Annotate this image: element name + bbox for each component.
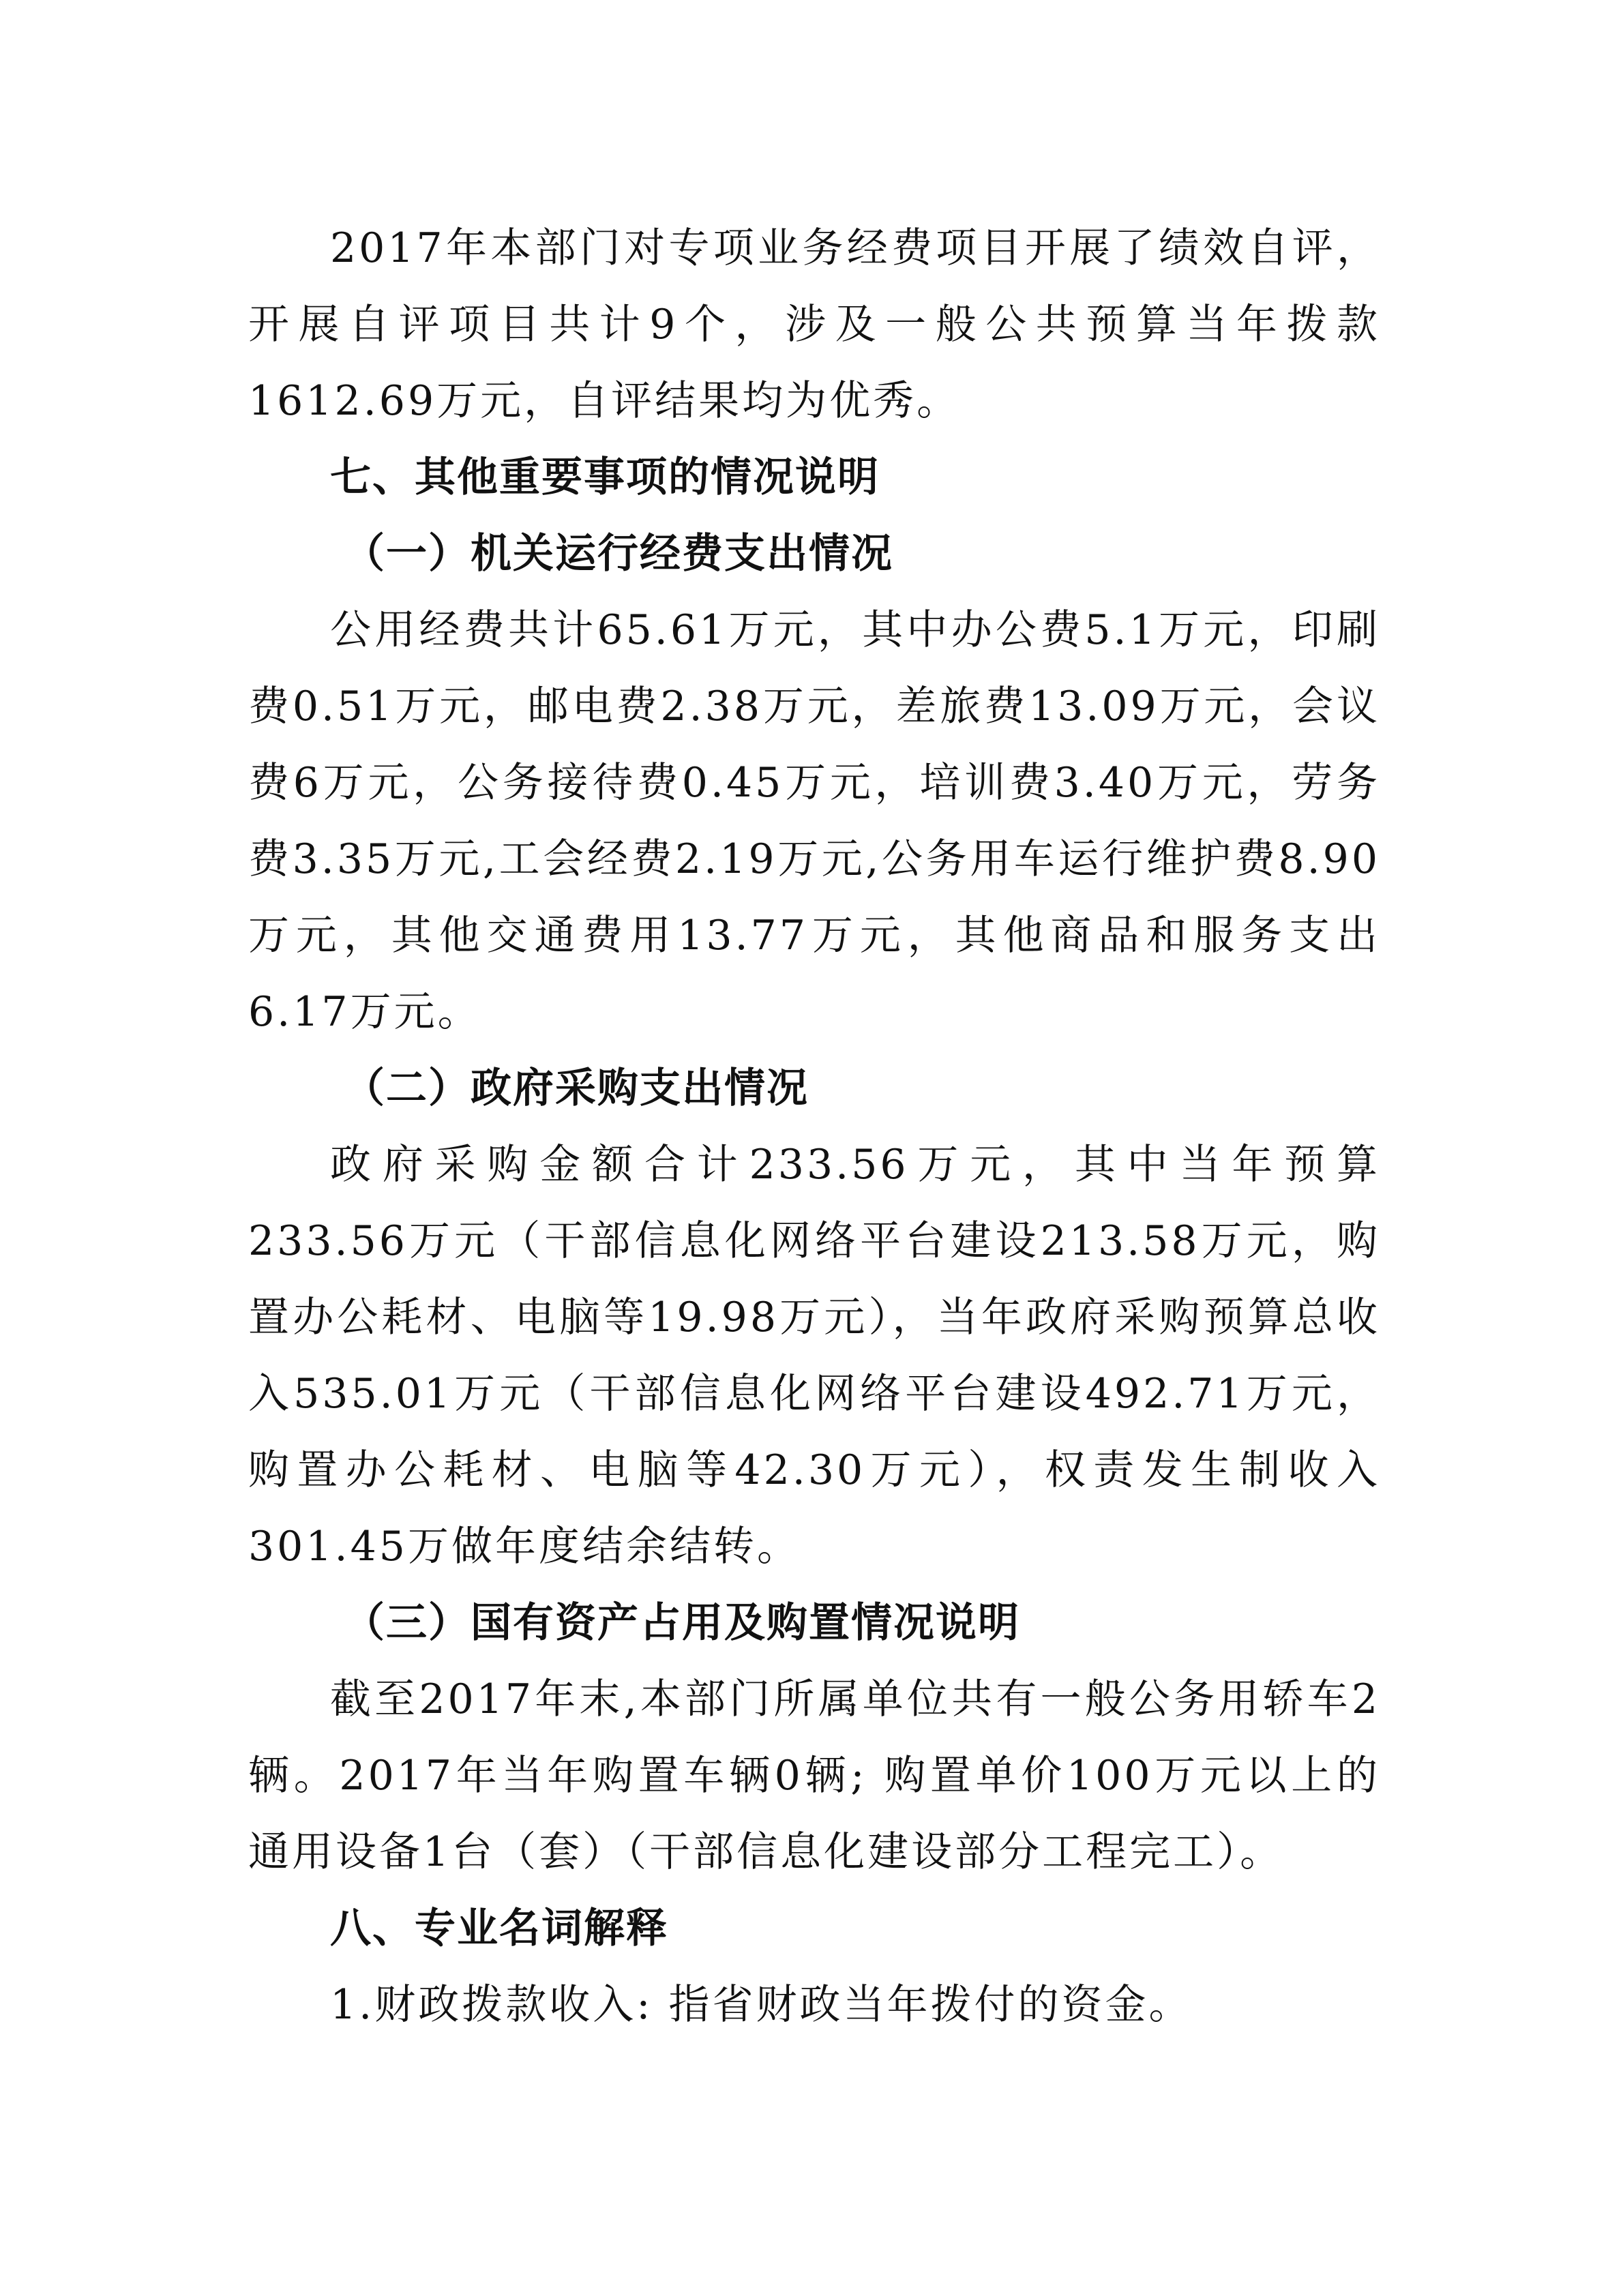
subsection-heading-2: （二）政府采购支出情况	[344, 1064, 809, 1112]
subsection-heading-3: （三）国有资产占用及购置情况说明	[344, 1599, 1020, 1647]
subsection-heading-1: （一）机关运行经费支出情况	[344, 530, 893, 578]
document-body	[248, 210, 1380, 2043]
paragraph-term-definition-1: 1.财政拨款收入: 指省财政当年拨付的资金。	[330, 1981, 1193, 2029]
paragraph-performance-evaluation: 2017年本部门对专项业务经费项目开展了绩效自评，开展自评项目共计9个，涉及一般公共预算当年拨款1612.69万元，自评结果均为优秀。	[248, 224, 1380, 425]
paragraph-operating-expenses: 公用经费共计65.61万元，其中办公费5.1万元，印刷费0.51万元，邮电费2.38万元，差旅费13.09万元，会议费6万元，公务接待费0.45万元，培训费3.40万元，劳务费3.35万元,工会经费2.19万元,公务用车运行维护费8.90万元，其他交通费用13.77万元，其他商品和服务支出6.17万元。	[248, 606, 1380, 1036]
section-heading-8: 八、专业名词解释	[330, 1905, 668, 1952]
paragraph-state-assets: 截至2017年末,本部门所属单位共有一般公务用轿车2辆。2017年当年购置车辆0辆; 购置单价100万元以上的通用设备1台（套）（干部信息化建设部分工程完工）。	[248, 1675, 1380, 1876]
section-heading-7: 七、其他重要事项的情况说明	[330, 453, 880, 501]
paragraph-government-procurement: 政府采购金额合计233.56万元，其中当年预算233.56万元（干部信息化网络平台建设213.58万元，购置办公耗材、电脑等19.98万元），当年政府采购预算总收入535.01万元（干部信息化网络平台建设492.71万元，购置办公耗材、电脑等42.30万元），权责发生制收入301.45万做年度结余结转。	[248, 1141, 1380, 1570]
